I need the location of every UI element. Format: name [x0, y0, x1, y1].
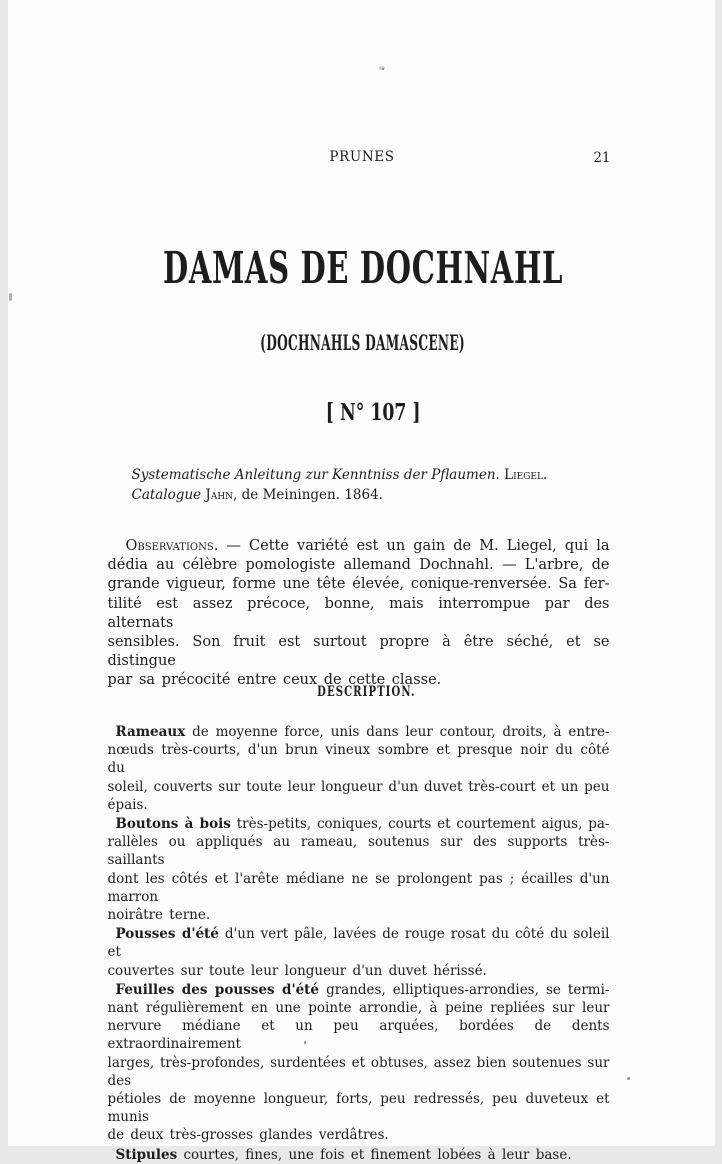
description-paragraph-feuilles	[108, 981, 610, 1145]
description-heading-wrap	[18, 685, 715, 700]
text-line: dédia au célèbre pomologiste allemand Dochnahl. — L'arbre, de	[108, 556, 610, 575]
text-span: courtes, fines, une fois et finement lobées à leur base.	[183, 1147, 571, 1163]
text-line: de deux très-grosses glandes verdâtres.	[108, 1126, 610, 1144]
text-line	[108, 925, 610, 961]
text-line	[108, 815, 610, 833]
text-line: tilité est assez précoce, bonne, mais interrompue par des alternats	[108, 595, 610, 633]
description-paragraph-rameaux	[108, 723, 610, 814]
bibliography-work-title: Systematische Anleitung zur Kenntniss der Pflaumen.	[132, 467, 500, 483]
catalog-number-wrap	[22, 401, 722, 425]
paragraph-lead: Rameaux	[116, 724, 186, 740]
text-span: très-petits, coniques, courts et courtement aigus, pa-	[237, 816, 610, 832]
text-line: soleil, couverts sur toute leur longueur d'un duvet très-court et un peu	[108, 778, 610, 796]
text-line	[108, 1146, 610, 1164]
bibliography	[132, 465, 610, 505]
description-section	[108, 723, 610, 1164]
text-line: noirâtre terne.	[108, 906, 610, 924]
description-paragraph-pousses	[108, 925, 610, 980]
observations-lead: Observations.	[126, 538, 219, 554]
description-paragraph-stipules	[108, 1146, 610, 1164]
variety-title-wrap	[13, 247, 715, 291]
text-line: couvertes sur toute leur longueur d'un duvet hérissé.	[108, 962, 610, 980]
scan-speck	[304, 1041, 306, 1044]
page-number: 21	[593, 150, 610, 166]
paragraph-lead: Stipules	[116, 1147, 178, 1163]
text-line: pétioles de moyenne longueur, forts, peu redressés, peu duveteux et munis	[108, 1090, 610, 1126]
variety-subtitle: (DOCHNAHLS DAMASCENE)	[261, 332, 466, 354]
bibliography-entry	[132, 485, 610, 505]
observations-paragraph	[108, 537, 610, 691]
text-line: par sa précocité entre ceux de cette classe.	[108, 671, 610, 690]
text-line: grande vigueur, forme une tête élevée, conique-renversée. Sa fer-	[108, 575, 610, 594]
text-line: épais.	[108, 796, 610, 814]
catalog-number: [ N° 107 ]	[326, 401, 421, 425]
text-span: de moyenne force, unis dans leur contour, droits, à entre-	[192, 724, 609, 740]
text-span: d'un vert pâle, lavées de rouge rosat du côté du soleil et	[108, 926, 610, 960]
bibliography-detail: de Meiningen. 1864.	[242, 487, 383, 503]
bibliography-work-title: Catalogue	[132, 487, 202, 503]
bibliography-author: Liegel.	[504, 467, 547, 483]
text-line: nant régulièrement en une pointe arrondie, à peine repliées sur leur	[108, 999, 610, 1017]
bibliography-entry	[132, 465, 610, 485]
text-line: rallèles ou appliqués au rameau, soutenus sur des supports très-saillants	[108, 833, 610, 869]
text-span: grandes, elliptiques-arrondies, se termi-	[326, 982, 609, 998]
scan-speck	[9, 293, 12, 301]
text-line: dont les côtés et l'arête médiane ne se prolongent pas ; écailles d'un marron	[108, 870, 610, 906]
text-line	[108, 537, 610, 556]
bibliography-author: Jahn,	[205, 487, 237, 503]
text-line	[108, 981, 610, 999]
text-line: nœuds très-courts, d'un brun vineux sombre et presque noir du côté du	[108, 741, 610, 777]
text-line: larges, très-profondes, surdentées et obtuses, assez bien soutenues sur des	[108, 1054, 610, 1090]
variety-subtitle-wrap	[12, 332, 715, 354]
text-line: sensibles. Son fruit est surtout propre à être séché, et se distingue	[108, 633, 610, 671]
paragraph-lead: Boutons à bois	[116, 816, 231, 832]
text-span: — Cette variété est un gain de M. Liegel, qui la	[226, 538, 609, 554]
scan-speck	[627, 1077, 630, 1080]
variety-title: DAMAS DE DOCHNAHL	[163, 247, 563, 291]
description-paragraph-boutons	[108, 815, 610, 924]
scan-speck	[382, 68, 384, 70]
running-header	[108, 149, 611, 166]
text-line	[108, 723, 610, 741]
paragraph-lead: Pousses d'été	[116, 926, 219, 942]
text-line: nervure médiane et un peu arquées, bordées de dents extraordinairement	[108, 1017, 610, 1053]
paragraph-lead: Feuilles des pousses d'été	[116, 982, 320, 998]
book-page	[8, 0, 715, 1146]
description-heading: DESCRIPTION.	[317, 685, 415, 700]
running-title: PRUNES	[114, 149, 611, 165]
